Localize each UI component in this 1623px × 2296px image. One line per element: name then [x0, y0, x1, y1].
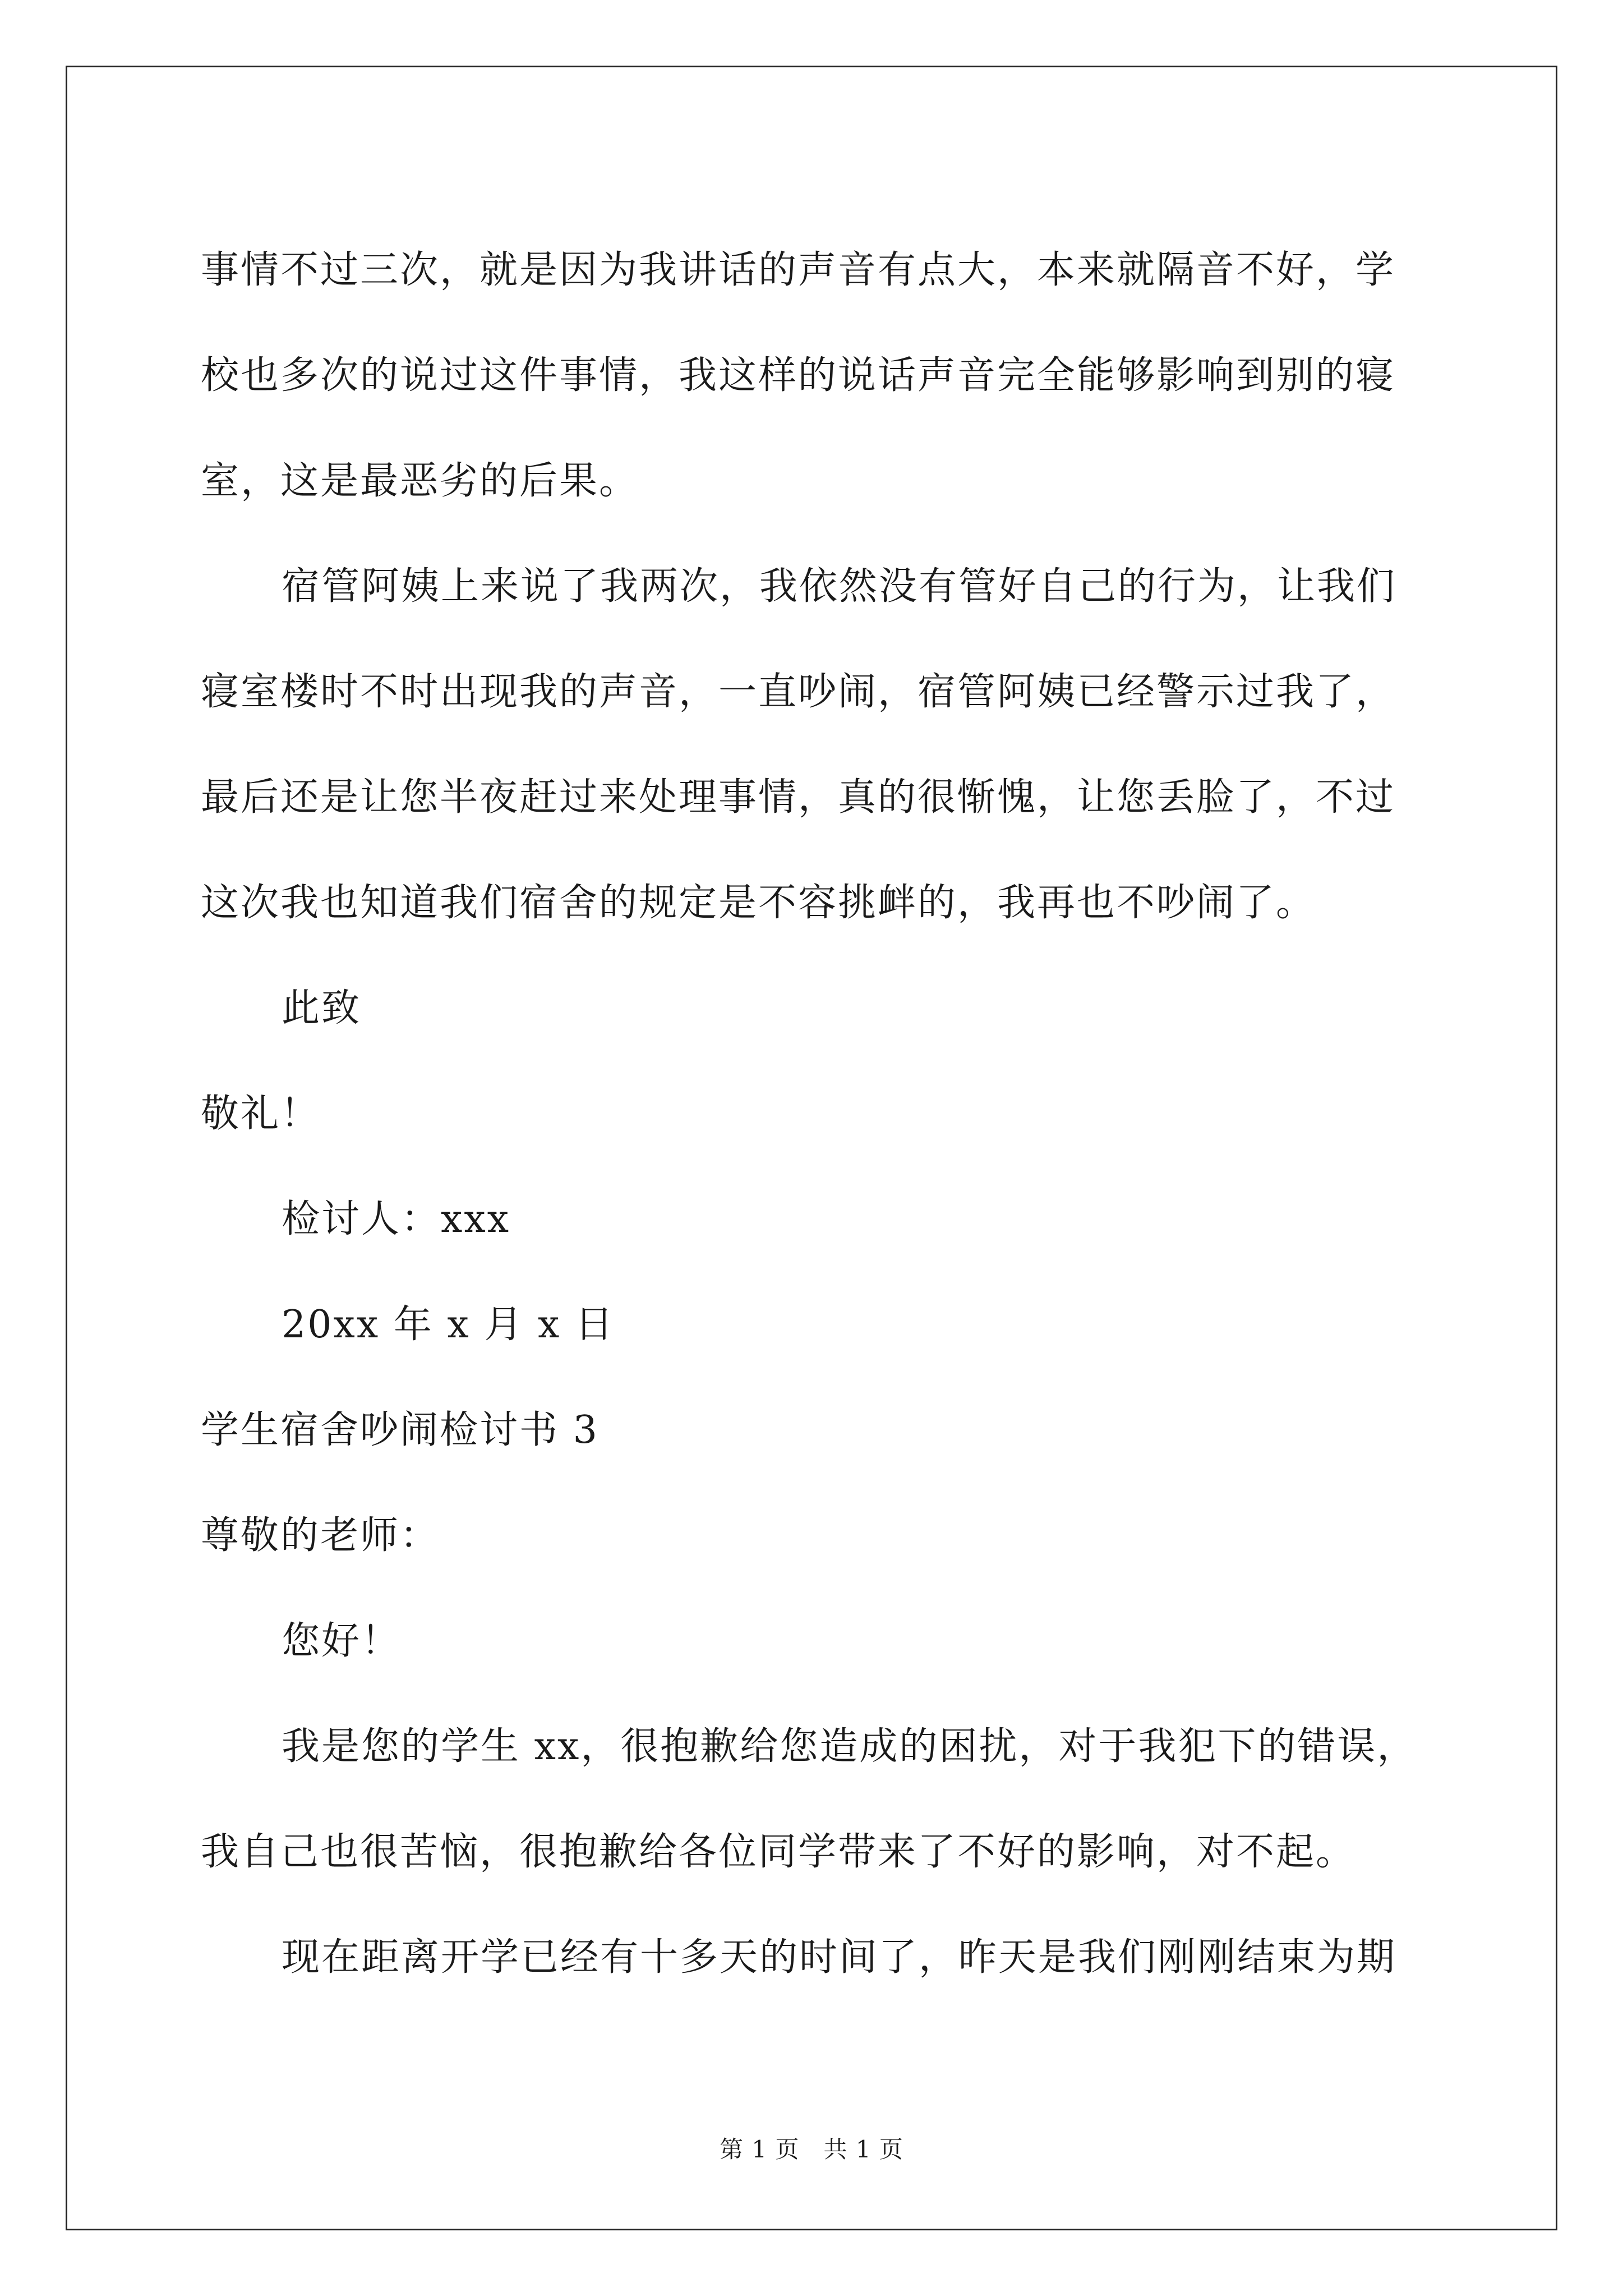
text-line: 这次我也知道我们宿舍的规定是不容挑衅的，我再也不吵闹了。	[201, 881, 1316, 925]
greeting-recipient: 尊敬的老师：	[201, 1513, 440, 1558]
paragraph-start: 宿管阿姨上来说了我两次，我依然没有管好自己的行为，让我们	[282, 564, 1397, 609]
text-line: 寝室楼时不时出现我的声音，一直吵闹，宿管阿姨已经警示过我了，	[201, 670, 1396, 714]
document-body	[201, 218, 1457, 2010]
paragraph-start: 现在距离开学已经有十多天的时间了，昨天是我们刚刚结束为期	[282, 1935, 1397, 1980]
text-line: 我自己也很苦恼，很抱歉给各位同学带来了不好的影响，对不起。	[201, 1830, 1356, 1874]
closing-respect: 敬礼！	[201, 1092, 321, 1136]
text-line: 室，这是最恶劣的后果。	[201, 459, 639, 503]
signature-date: 20xx 年 x 月 x 日	[282, 1303, 615, 1347]
section-title: 学生宿舍吵闹检讨书 3	[201, 1408, 599, 1452]
signature-author: 检讨人：xxx	[282, 1197, 511, 1241]
text-line: 事情不过三次，就是因为我讲话的声音有点大，本来就隔音不好，学	[201, 248, 1396, 292]
paragraph-start: 我是您的学生 xx，很抱歉给您造成的困扰，对于我犯下的错误，	[282, 1724, 1417, 1769]
closing-salutation: 此致	[282, 986, 362, 1030]
text-line: 校也多次的说过这件事情，我这样的说话声音完全能够影响到别的寝	[201, 353, 1396, 398]
text-line: 最后还是让您半夜赶过来处理事情，真的很惭愧，让您丢脸了，不过	[201, 775, 1396, 820]
page-footer: 第 1 页 共 1 页	[720, 2136, 903, 2163]
greeting-hello: 您好！	[282, 1619, 402, 1663]
